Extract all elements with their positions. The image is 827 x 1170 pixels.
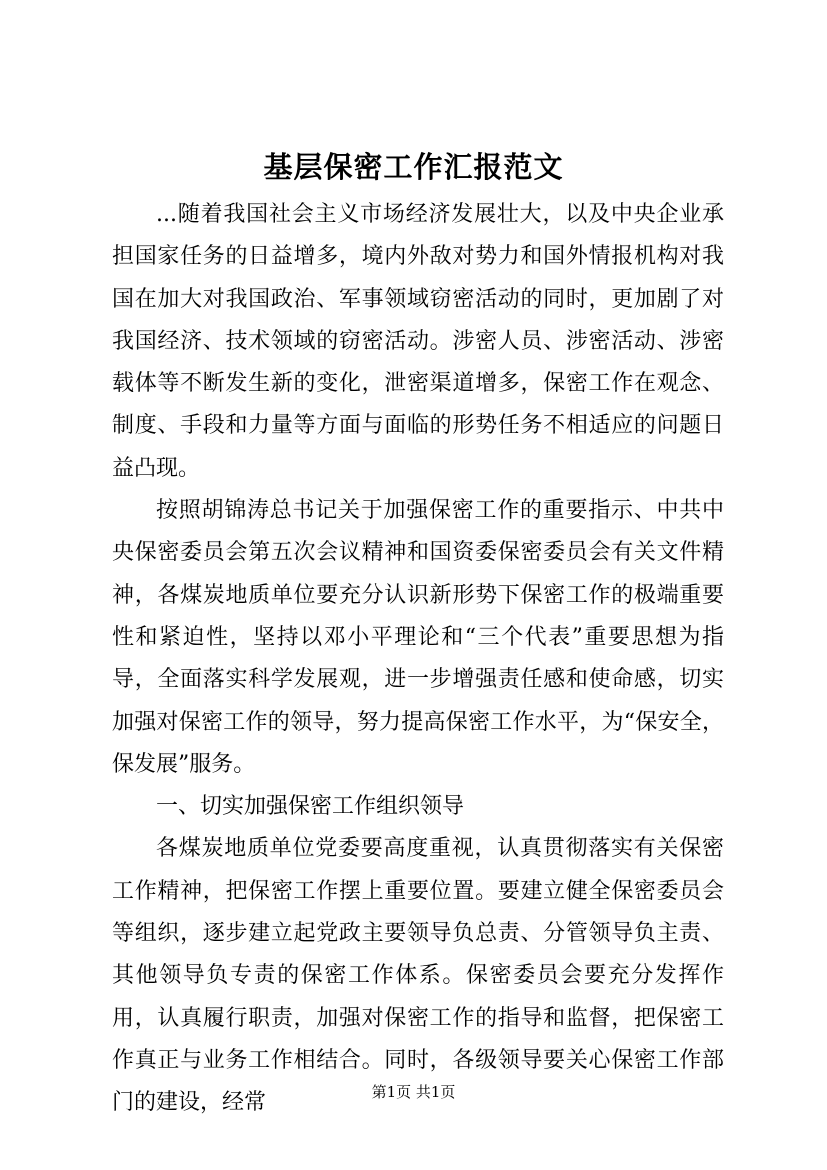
paragraph-intro: ...随着我国社会主义市场经济发展壮大，以及中央企业承担国家任务的日益增多，境内外敌对势力和国外情报机构对我国在加大对我国政治、军事领域窃密活动的同时，更加剧了对我国经济、技术领域的窃密活动。涉密人员、涉密活动、涉密载体等不断发生新的变化，泄密渠道增多，保密工作在观念、制度、手段和力量等方面与面临的形势任务不相适应的问题日益凸现。 <box>112 202 724 481</box>
document-title: 基层保密工作汇报范文 <box>263 150 564 184</box>
section-heading-1: 一、切实加强保密工作组织领导 <box>156 794 465 820</box>
page-footer: 第1页 共1页 <box>371 1083 456 1101</box>
document-body <box>112 194 724 1125</box>
paragraph-instructions: 按照胡锦涛总书记关于加强保密工作的重要指示、中共中央保密委员会第五次会议精神和国资委保密委员会有关文件精神，各煤炭地质单位要充分认识新形势下保密工作的极端重要性和紧迫性，坚持以邓小平理论和“三个代表”重要思想为指导，全面落实科学发展观，进一步增强责任感和使命感，切实加强对保密工作的领导，努力提高保密工作水平，为“保安全，保发展”服务。 <box>112 498 724 777</box>
paragraph-section-1: 各煤炭地质单位党委要高度重视，认真贯彻落实有关保密工作精神，把保密工作摆上重要位置。要建立健全保密委员会等组织，逐步建立起党政主要领导负总责、分管领导负主责、其他领导负专责的保密工作体系。保密委员会要充分发挥作用，认真履行职责，加强对保密工作的指导和监督，把保密工作真正与业务工作相结合。同时，各级领导要关心保密工作部门的建设，经常 <box>112 836 724 1116</box>
